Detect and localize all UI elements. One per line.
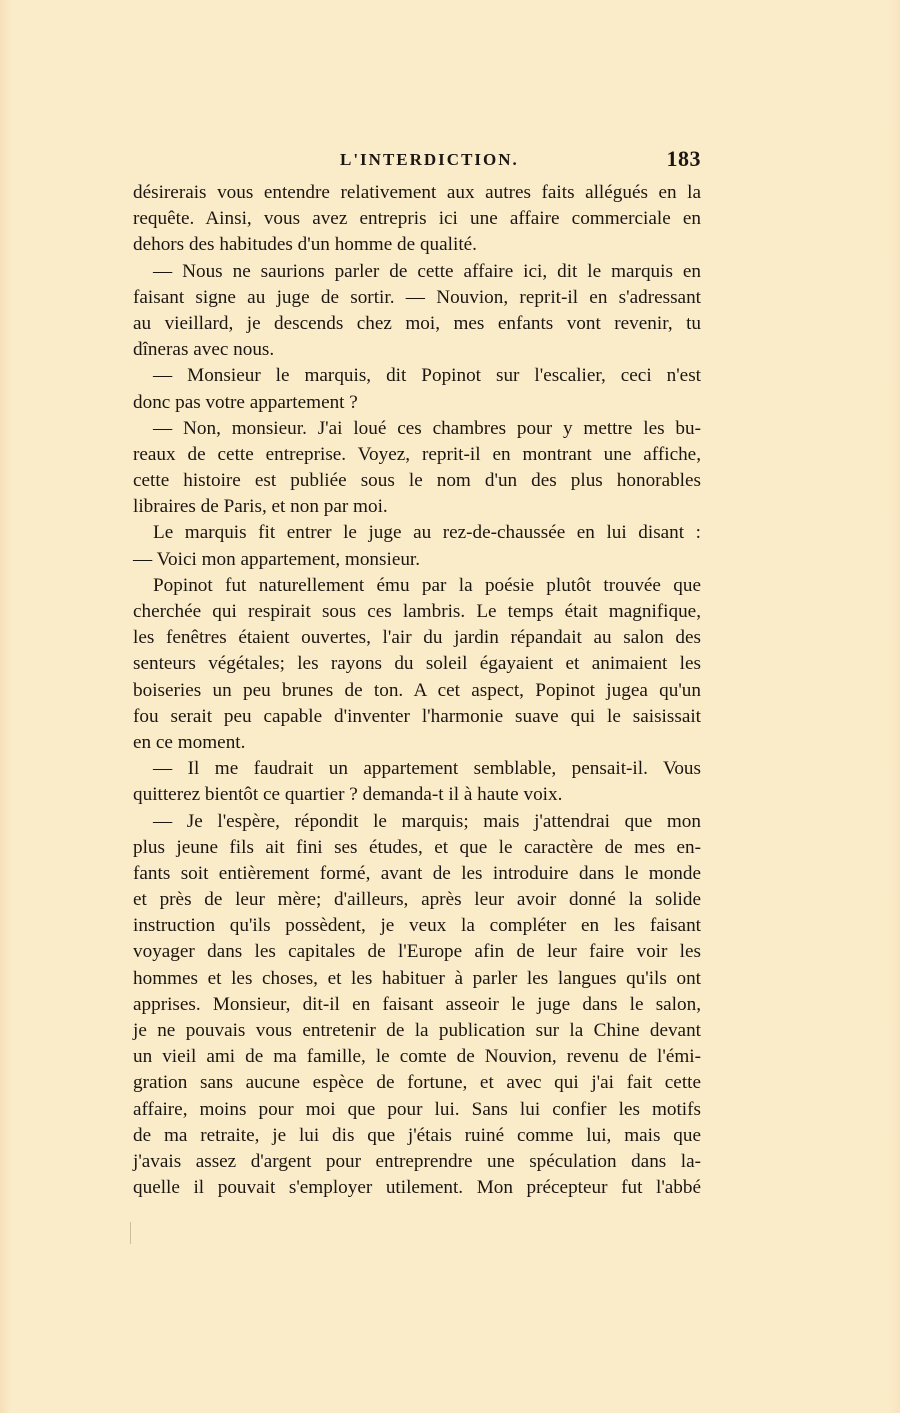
page-number: 183: [666, 146, 701, 171]
running-head: [133, 146, 701, 180]
book-page: [133, 146, 701, 1201]
text-line: cherchée qui respirait sous ces lambris. Le temps était magnifique,: [133, 601, 701, 622]
text-line: fants soit entièrement formé, avant de les introduire dans le monde: [133, 862, 701, 884]
text-line: gration sans aucune espèce de fortune, et avec qui j'ai fait cette: [133, 1072, 701, 1094]
text-line: apprises. Monsieur, dit-il en faisant asseoir le juge dans le salon,: [133, 993, 701, 1015]
text-line: senteurs végétales; les rayons du soleil égayaient et animaient les: [133, 653, 701, 675]
text-line: plus jeune fils ait fini ses études, et que le caractère de mes en-: [133, 836, 701, 858]
text-line: Popinot fut naturellement ému par la poésie plutôt trouvée que: [153, 574, 701, 596]
text-line: — Non, monsieur. J'ai loué ces chambres pour y mettre les bu-: [153, 417, 701, 439]
text-line: au vieillard, je descends chez moi, mes enfants vont revenir, tu: [133, 312, 701, 334]
text-line: — Je l'espère, répondit le marquis; mais j'attendrai que mon: [153, 810, 701, 832]
running-title: L'INTERDICTION.: [340, 150, 519, 169]
text-line: reaux de cette entreprise. Voyez, reprit-il en montrant une affiche,: [133, 443, 701, 465]
text-line: en ce moment.: [133, 731, 246, 753]
text-line: désirerais vous entendre relativement aux autres faits allégués en la: [133, 182, 701, 203]
text-line: voyager dans les capitales de l'Europe afin de leur faire voir les: [133, 941, 701, 963]
text-line: les fenêtres étaient ouvertes, l'air du jardin répandait au salon des: [133, 627, 701, 649]
text-line: cette histoire est publiée sous le nom d'un des plus honorables: [133, 470, 701, 492]
text-line: — Monsieur le marquis, dit Popinot sur l'escalier, ceci n'est: [153, 365, 701, 387]
text-line: dîneras avec nous.: [133, 339, 275, 361]
text-line: boiseries un peu brunes de ton. A cet aspect, Popinot jugea qu'un: [133, 679, 701, 701]
text-line: j'avais assez d'argent pour entreprendre une spéculation dans la-: [133, 1150, 701, 1172]
text-line: requête. Ainsi, vous avez entrepris ici une affaire commerciale en: [133, 208, 701, 230]
text-line: et près de leur mère; d'ailleurs, après leur avoir donné la solide: [133, 889, 701, 911]
text-line: — Voici mon appartement, monsieur.: [133, 548, 421, 570]
text-line: hommes et les choses, et les habituer à parler les langues qu'ils ont: [133, 967, 701, 989]
text-line: faisant signe au juge de sortir. — Nouvion, reprit-il en s'adressant: [133, 286, 701, 308]
text-line: de ma retraite, je lui dis que j'étais ruiné comme lui, mais que: [133, 1124, 701, 1146]
text-line: donc pas votre appartement ?: [133, 391, 358, 413]
text-line: dehors des habitudes d'un homme de qualité.: [133, 234, 477, 256]
text-line: instruction qu'ils possèdent, je veux la compléter en les faisant: [133, 915, 701, 937]
text-line: quitterez bientôt ce quartier ? demanda-t il à haute voix.: [133, 784, 563, 806]
text-line: — Il me faudrait un appartement semblable, pensait-il. Vous: [153, 758, 701, 780]
text-line: affaire, moins pour moi que pour lui. Sans lui confier les motifs: [133, 1098, 701, 1120]
text-line: quelle il pouvait s'employer utilement. Mon précepteur fut l'abbé: [133, 1177, 701, 1199]
text-line: — Nous ne saurions parler de cette affaire ici, dit le marquis en: [153, 260, 701, 282]
text-line: un vieil ami de ma famille, le comte de Nouvion, revenu de l'émi-: [133, 1046, 701, 1068]
text-line: je ne pouvais vous entretenir de la publication sur la Chine devant: [133, 1020, 701, 1041]
text-line: fou serait peu capable d'inventer l'harmonie suave qui le saisissait: [133, 705, 701, 727]
body-text: [133, 180, 701, 1201]
text-line: libraires de Paris, et non par moi.: [133, 496, 388, 518]
text-line: Le marquis fit entrer le juge au rez-de-chaussée en lui disant :: [153, 522, 701, 544]
margin-mark: [130, 1222, 131, 1244]
